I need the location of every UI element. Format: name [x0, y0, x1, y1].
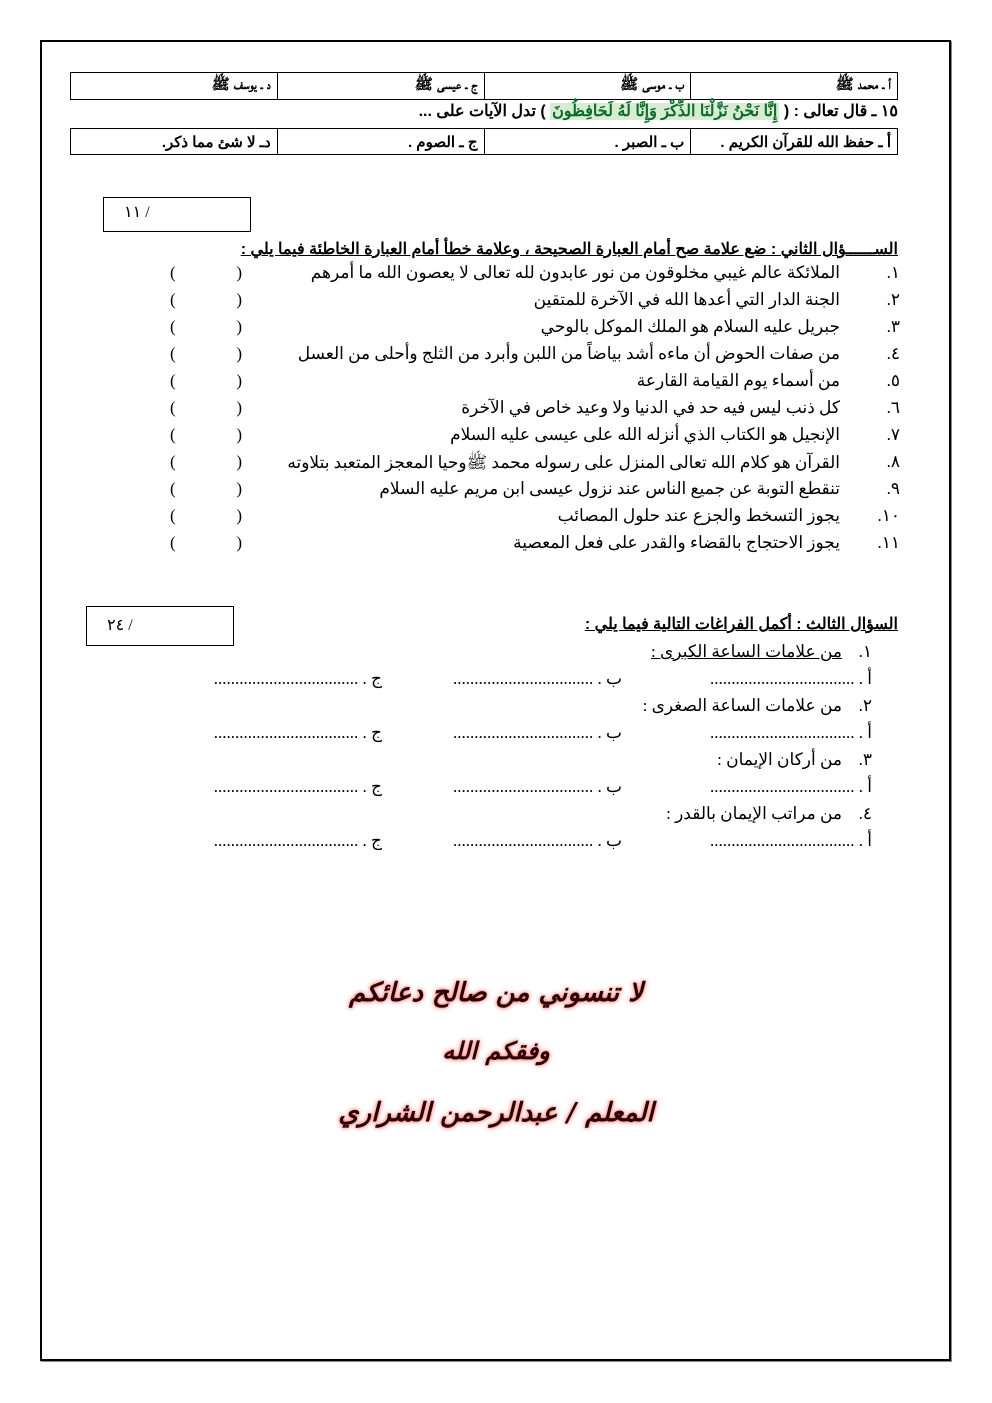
- answer-row: [160, 723, 872, 750]
- answer-blank-a[interactable]: أ . ..................................: [710, 831, 872, 850]
- list-item: ٧. الإنجيل هو الكتاب الذي أنزله الله على عيسى عليه السلام ( ): [170, 425, 900, 444]
- q14-option-a[interactable]: أ ـ محمد ﷺ: [691, 73, 898, 100]
- answer-parentheses[interactable]: ( ): [170, 371, 242, 390]
- answer-blank-b[interactable]: ب . .................................: [452, 777, 622, 796]
- list-item: ٢. من علامات الساعة الصغرى :: [642, 696, 872, 715]
- answer-parentheses[interactable]: ( ): [170, 263, 242, 282]
- section3-title: السؤال الثالث : أكمل الفراغات التالية فيما يلي :: [584, 616, 898, 633]
- section2-score-box: / ١١: [103, 197, 251, 232]
- answer-row: [160, 777, 872, 804]
- q14-option-b[interactable]: ب ـ موسى ﷺ: [484, 73, 691, 100]
- answer-blank-c[interactable]: ج . ..................................: [213, 669, 382, 688]
- answer-blank-c[interactable]: ج . ..................................: [213, 723, 382, 742]
- list-item: ١. الملائكة عالم غيبي مخلوقون من نور عابدون لله تعالى لا يعصون الله ما أمرهم ( ): [170, 263, 900, 282]
- list-item: ١٠. يجوز التسخط والجزع عند حلول المصائب ( ): [170, 506, 900, 525]
- section2-title: الســــــؤال الثاني : ضع علامة صح أمام العبارة الصحيحة ، وعلامة خطأ أمام العبارة الخاطئة فيما يلي :: [240, 241, 898, 258]
- teacher-signature: المعلم / عبدالرحمن الشراري: [338, 1098, 654, 1128]
- answer-parentheses[interactable]: ( ): [170, 398, 242, 417]
- list-item: ٩. تنقطع التوبة عن جميع الناس عند نزول عيسى ابن مريم عليه السلام ( ): [170, 479, 900, 498]
- answer-blank-a[interactable]: أ . ..................................: [710, 723, 872, 742]
- q15-question: [70, 101, 898, 125]
- q15-option-b[interactable]: ب ـ الصبر .: [484, 129, 691, 155]
- q15-option-a[interactable]: أ ـ حفظ الله للقرآن الكريم .: [691, 129, 898, 155]
- q14-options-table: [70, 72, 898, 100]
- q14-option-c[interactable]: ج ـ عيسى ﷺ: [277, 73, 484, 100]
- answer-blank-b[interactable]: ب . .................................: [452, 669, 622, 688]
- closing-blessing: وفقكم الله: [442, 1036, 550, 1065]
- answer-parentheses[interactable]: ( ): [170, 506, 242, 525]
- answer-parentheses[interactable]: ( ): [170, 452, 242, 471]
- list-item: ١. من علامات الساعة الكبرى :: [651, 642, 872, 661]
- q15-option-d[interactable]: دـ لا شئ مما ذكر.: [71, 129, 278, 155]
- closing-prayer-request: لا تنسوني من صالح دعائكم: [349, 978, 643, 1008]
- list-item: ٢. الجنة الدار التي أعدها الله في الآخرة للمتقين ( ): [170, 290, 900, 309]
- answer-parentheses[interactable]: ( ): [170, 344, 242, 363]
- q15-prefix: ١٥ ـ قال تعالى : (: [783, 103, 898, 120]
- answer-blank-b[interactable]: ب . .................................: [452, 831, 622, 850]
- q15-options-table: [70, 128, 898, 155]
- q15-option-c[interactable]: ج ـ الصوم .: [277, 129, 484, 155]
- list-item: ٣. جبريل عليه السلام هو الملك الموكل بالوحي ( ): [170, 317, 900, 336]
- answer-blank-a[interactable]: أ . ..................................: [710, 777, 872, 796]
- list-item: ٣. من أركان الإيمان :: [717, 750, 872, 769]
- list-item: ١١. يجوز الاحتجاج بالقضاء والقدر على فعل المعصية ( ): [170, 533, 900, 552]
- answer-blank-c[interactable]: ج . ..................................: [213, 831, 382, 850]
- answer-blank-b[interactable]: ب . .................................: [452, 723, 622, 742]
- section3-score-box: / ٢٤: [86, 606, 234, 646]
- q14-option-d[interactable]: د ـ يوسف ﷺ: [71, 73, 278, 100]
- answer-parentheses[interactable]: ( ): [170, 533, 242, 552]
- answer-blank-c[interactable]: ج . ..................................: [213, 777, 382, 796]
- answer-blank-a[interactable]: أ . ..................................: [710, 669, 872, 688]
- answer-parentheses[interactable]: ( ): [170, 317, 242, 336]
- list-item: ٤. من صفات الحوض أن ماءه أشد بياضاً من اللبن وأبرد من الثلج وأحلى من العسل ( ): [170, 344, 900, 363]
- q15-verse: إِنَّا نَحْنُ نَزَّلْنَا الذِّكْرَ وَإِنَّا لَهُ لَحَافِظُونَ: [552, 103, 778, 120]
- list-item: ٦. كل ذنب ليس فيه حد في الدنيا ولا وعيد خاص في الآخرة ( ): [170, 398, 900, 417]
- list-item: ٥. من أسماء يوم القيامة القارعة ( ): [170, 371, 900, 390]
- fill-blanks-list: [160, 642, 872, 858]
- list-item: ٤. من مراتب الإيمان بالقدر :: [666, 804, 872, 823]
- list-item: ٨. القرآن هو كلام الله تعالى المنزل على رسوله محمد ﷺوحيا المعجز المتعبد بتلاوته ( ): [170, 452, 900, 472]
- answer-parentheses[interactable]: ( ): [170, 290, 242, 309]
- answer-row: [160, 831, 872, 858]
- answer-parentheses[interactable]: ( ): [170, 425, 242, 444]
- true-false-list: [140, 263, 900, 560]
- answer-parentheses[interactable]: ( ): [170, 479, 242, 498]
- q15-suffix: ) تدل الآيات على ...: [418, 103, 546, 120]
- answer-row: [160, 669, 872, 696]
